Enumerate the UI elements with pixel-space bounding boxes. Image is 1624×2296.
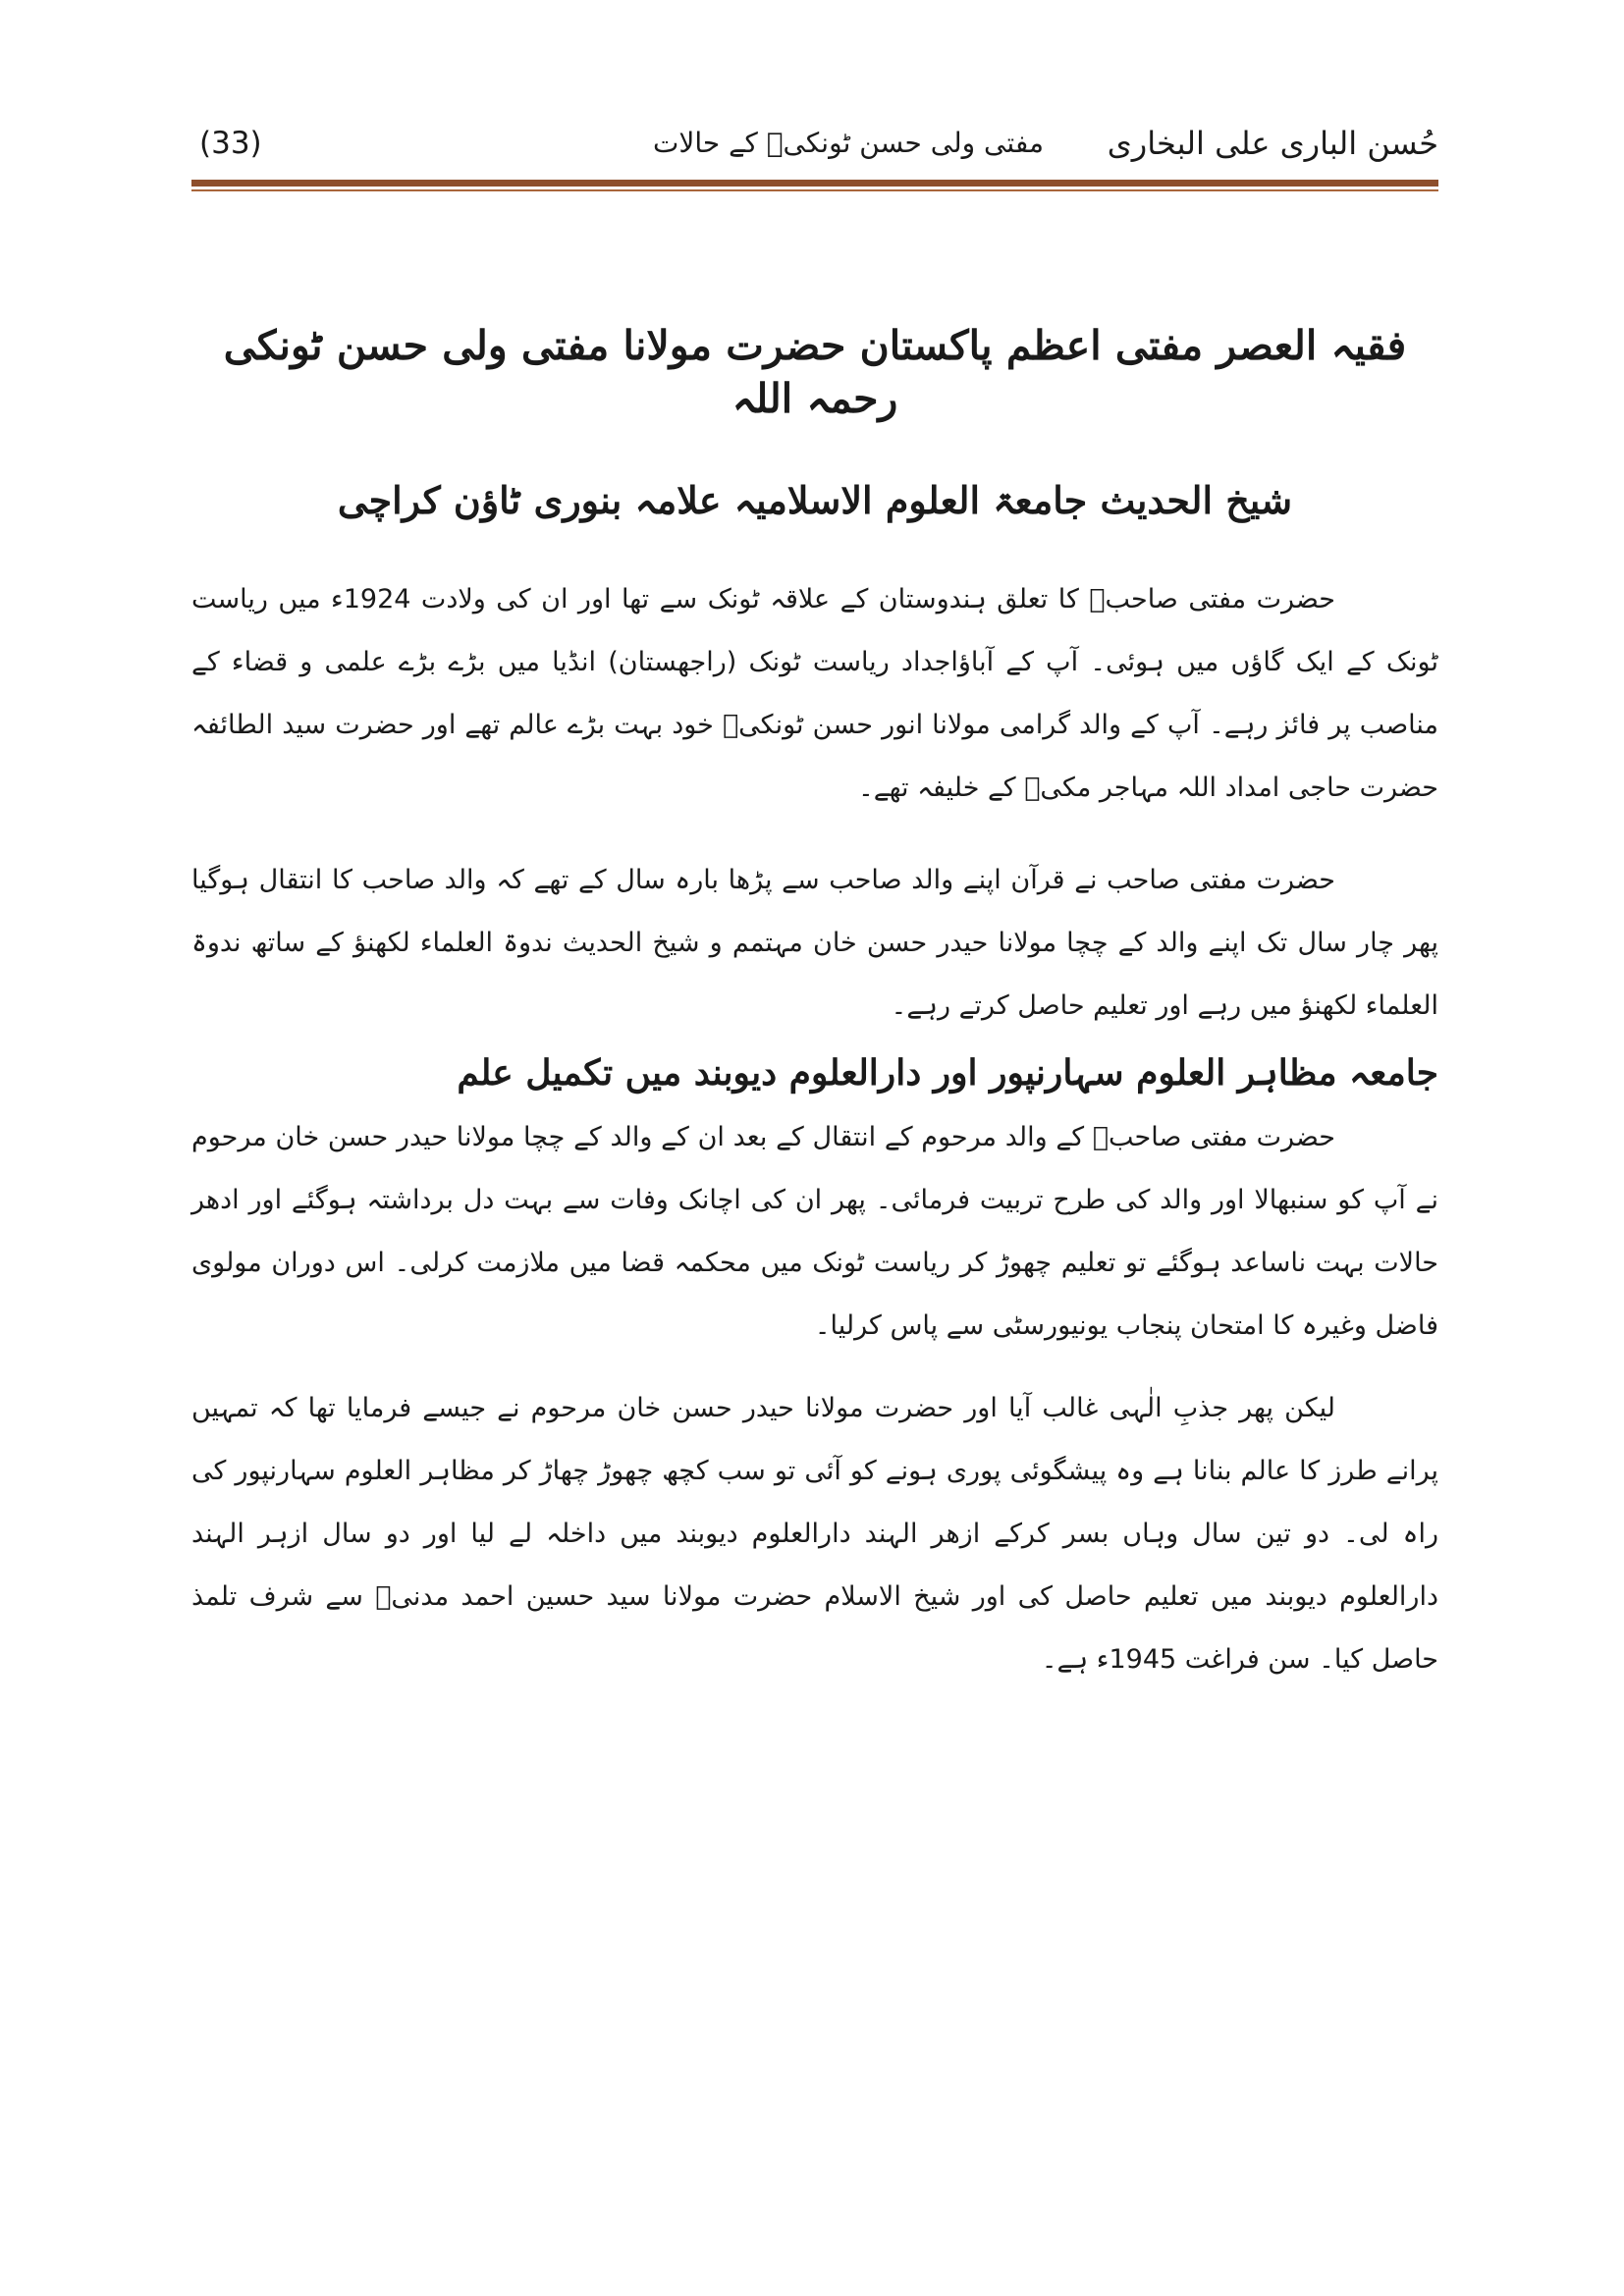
section-paragraph-2: لیکن پھر جذبِ الٰہی غالب آیا اور حضرت مولانا حیدر حسن خان مرحوم نے جیسے فرمایا تھا کہ تمہیں پرانے طرز کا عالم بنانا ہے وہ پیشگوئی پوری ہونے کو آئی تو سب کچھ چھوڑ چھاڑ کر مظاہر العلوم سہارنپور کی راہ لی۔ دو تین سال وہاں بسر کرکے ازھر الہند دارالعلوم دیوبند میں داخلہ لے لیا اور دو سال ازہر الہند دارالعلوم دیوبند میں تعلیم حاصل کی اور شیخ الاسلام حضرت مولانا سید حسین احمد مدنیؒ سے شرف تلمذ حاصل کیا۔ سن فراغت 1945ء ہے۔ [191,1393,1438,1675]
header-rule-thick [191,180,1438,187]
header-rule-thin [191,189,1438,191]
section-paragraph-1: حضرت مفتی صاحبؒ کے والد مرحوم کے انتقال کے بعد ان کے والد کے چچا مولانا حیدر حسن خان مرحوم نے آپ کو سنبھالا اور والد کی طرح تربیت فرمائی۔ پھر ان کی اچانک وفات سے بہت دل برداشتہ ہوگئے اور ادھر حالات بہت ناساعد ہوگئے تو تعلیم چھوڑ کر ریاست ٹونک میں محکمہ قضا میں ملازمت کرلی۔ اس دوران مولوی فاضل وغیرہ کا امتحان پنجاب یونیورسٹی سے پاس کرلیا۔ [191,1122,1438,1341]
paragraph-1: حضرت مفتی صاحبؒ کا تعلق ہندوستان کے علاقہ ٹونک سے تھا اور ان کی ولادت 1924ء میں ریاست ٹونک کے ایک گاؤں میں ہوئی۔ آپ کے آباؤاجداد ریاست ٹونک (راجھستان) انڈیا میں بڑے بڑے علمی و قضاء کے مناصب پر فائز رہے۔ آپ کے والد گرامی مولانا انور حسن ٹونکیؒ خود بہت بڑے عالم تھے اور حضرت سید الطائفہ حضرت حاجی امداد اللہ مہاجر مکیؒ کے خلیفہ تھے۔ [191,584,1438,803]
page-title: فقیہ العصر مفتی اعظم پاکستان حضرت مولانا مفتی ولی حسن ٹونکی رحمہ اللہ [223,322,1407,422]
book-title-header: حُسن الباری علی البخاری [1107,125,1438,162]
chapter-header: مفتی ولی حسن ٹونکیؒ کے حالات [653,127,1045,159]
section-heading: جامعہ مظاہر العلوم سہارنپور اور دارالعلوم دیوبند میں تکمیل علم [457,1052,1438,1094]
page-subtitle: شیخ الحدیث جامعۃ العلوم الاسلامیہ علامہ بنوری ٹاؤن کراچی [337,478,1293,522]
paragraph-2: حضرت مفتی صاحب نے قرآن اپنے والد صاحب سے پڑھا بارہ سال کے تھے کہ والد صاحب کا انتقال ہوگیا پھر چار سال تک اپنے والد کے چچا مولانا حیدر حسن خان مہتمم و شیخ الحدیث ندوۃ العلماء لکھنؤ کے ساتھ ندوۃ العلماء لکھنؤ میں رہے اور تعلیم حاصل کرتے رہے۔ [191,865,1438,1021]
page-number: (33) [199,126,262,161]
page-header [191,116,1438,175]
page-body [191,319,1438,1691]
